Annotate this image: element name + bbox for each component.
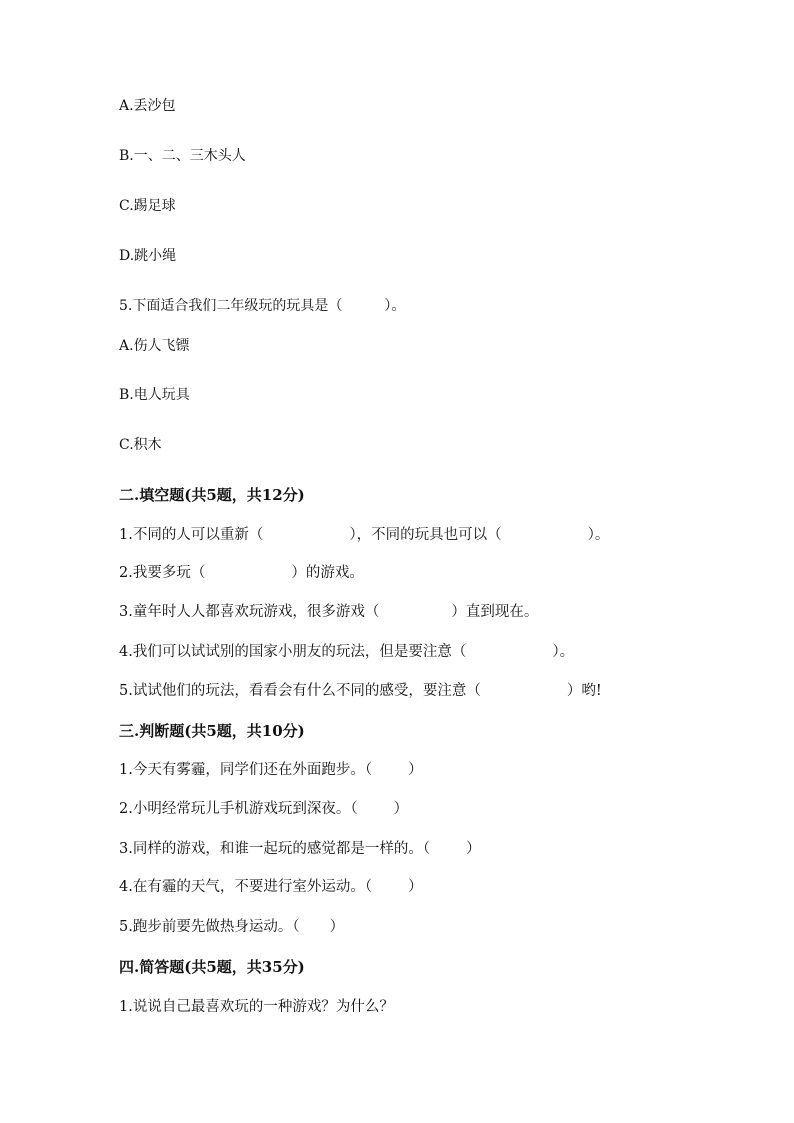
item-text: ），不同的玩具也可以（: [349, 527, 502, 543]
q4-option-d: D.跳小绳: [119, 248, 177, 264]
item-text: ）。: [552, 644, 575, 660]
fill-blank-item-4: [119, 642, 574, 662]
item-text: 5.试试他们的玩法，看看会有什么不同的感受，要注意（: [119, 683, 481, 699]
judgement-item-3: [119, 839, 481, 859]
fill-blank-item-3: [119, 602, 538, 622]
judgement-item-4: [119, 877, 423, 897]
item-text: 4.在有霾的天气，不要进行室外运动。（: [119, 879, 373, 895]
q5-stem: [119, 296, 405, 316]
item-close: ）: [408, 879, 423, 895]
item-text: 3.同样的游戏，和谁一起玩的感觉都是一样的。（: [119, 841, 431, 857]
item-close: ）: [466, 841, 481, 857]
q4-option-c: C.踢足球: [119, 198, 176, 214]
section-heading-judgement: 三.判断题(共5题，共10分): [119, 722, 305, 740]
judgement-item-2: [119, 799, 408, 819]
item-text: 4.我们可以试试别的国家小朋友的玩法，但是要注意（: [119, 644, 467, 660]
judgement-item-5: [119, 917, 344, 937]
section-heading-fill-blank: 二.填空题(共5题，共12分): [119, 486, 305, 504]
item-text: ）直到现在。: [451, 604, 539, 620]
q4-option-a: A.丢沙包: [119, 98, 176, 114]
judgement-item-1: [119, 760, 423, 780]
fill-blank-item-5: [119, 681, 602, 701]
q5-option-c: C.积木: [119, 437, 162, 453]
item-text: ）。: [587, 527, 610, 543]
item-close: ）: [408, 762, 423, 778]
item-text: 3.童年时人人都喜欢玩游戏，很多游戏（: [119, 604, 380, 620]
section-heading-short-answer: 四.简答题(共5题，共35分): [119, 958, 305, 976]
item-text: 2.小明经常玩儿手机游戏玩到深夜。（: [119, 801, 358, 817]
q4-option-b: B.一、二、三木头人: [119, 148, 246, 164]
fill-blank-item-2: [119, 563, 364, 583]
q5-stem-before: 5.下面适合我们二年级玩的玩具是（: [119, 298, 343, 314]
q5-option-b: B.电人玩具: [119, 387, 190, 403]
item-text: 1.今天有雾霾，同学们还在外面跑步。（: [119, 762, 373, 778]
item-text: ）的游戏。: [291, 565, 364, 581]
item-text: ）哟!: [566, 683, 602, 699]
q5-stem-after: ）。: [384, 298, 406, 314]
item-close: ）: [329, 919, 345, 935]
item-text: 1.不同的人可以重新（: [119, 527, 264, 543]
item-text: 5.跑步前要先做热身运动。（: [119, 919, 300, 935]
fill-blank-item-1: [119, 525, 609, 545]
item-close: ）: [393, 801, 409, 817]
item-text: 2.我要多玩（: [119, 565, 206, 581]
short-answer-item-1: 1.说说自己最喜欢玩的一种游戏？为什么？: [119, 999, 394, 1015]
q5-option-a: A.伤人飞镖: [119, 338, 190, 354]
